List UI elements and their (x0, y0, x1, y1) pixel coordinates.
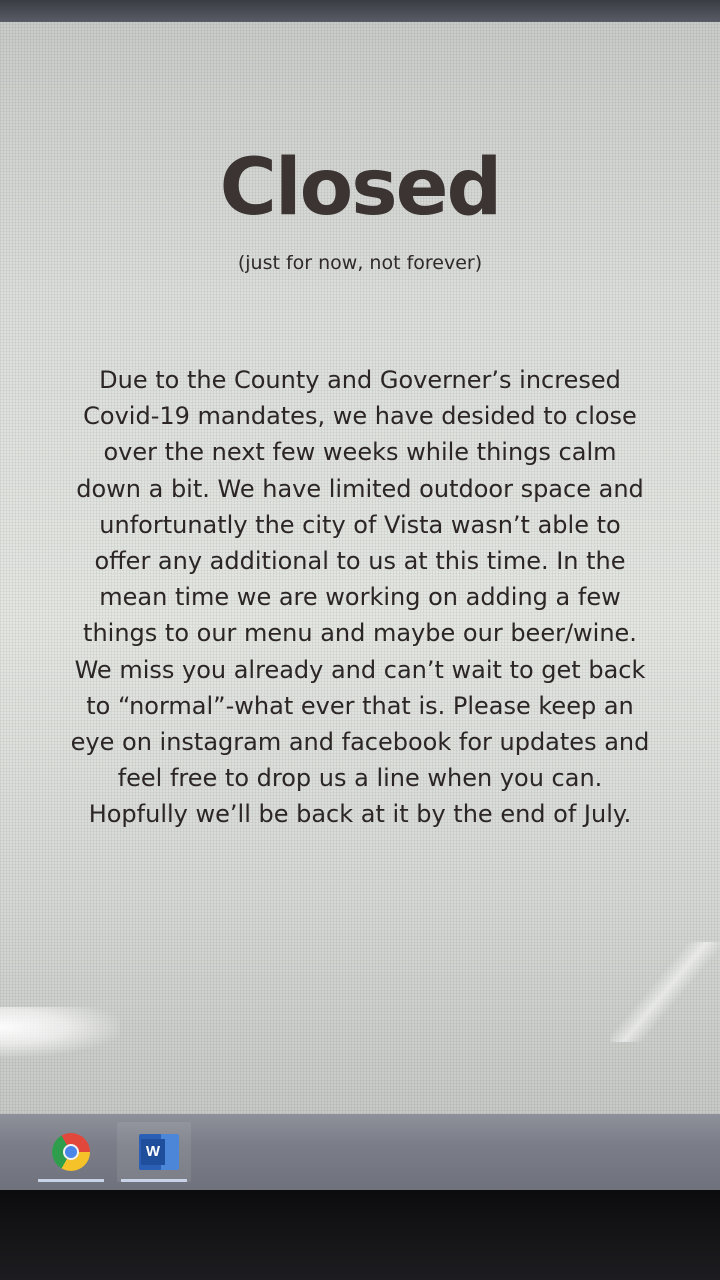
taskbar (0, 1114, 720, 1190)
body-line: Due to the County and Governer’s incresed (99, 366, 621, 394)
screen-glare (0, 1007, 120, 1057)
running-indicator (38, 1179, 104, 1182)
taskbar-chrome-button[interactable] (34, 1122, 108, 1182)
word-icon (139, 1134, 179, 1170)
chrome-icon (52, 1133, 90, 1171)
notice-subtitle: (just for now, not forever) (237, 252, 483, 274)
running-indicator (121, 1179, 187, 1182)
body-line: to “normal”-what ever that is. Please keep an (86, 691, 634, 720)
monitor-top-bezel (0, 0, 720, 24)
taskbar-word-button[interactable] (117, 1122, 191, 1182)
body-line: eye on instagram and facebook for updates and (70, 728, 650, 757)
notice-body (40, 362, 680, 833)
body-line: feel free to drop us a line when you can. (117, 764, 603, 793)
screen-glare (610, 942, 720, 1042)
body-line: Hopfully we’ll be back at it by the end of July. (88, 800, 632, 829)
body-line: mean time we are working on adding a few (99, 583, 621, 612)
body-line: offer any additional to us at this time. In the (94, 547, 626, 576)
body-line: We miss you already and can’t wait to get back (74, 655, 646, 684)
word-icon-letter: W (141, 1139, 165, 1165)
notice-title: Closed (219, 143, 501, 233)
body-line: things to our menu and maybe our beer/wine. (83, 619, 637, 648)
body-line: unfortunatly the city of Vista wasn’t able to (99, 510, 621, 539)
monitor-bottom-bezel (0, 1190, 720, 1280)
body-line: down a bit. We have limited outdoor space and (76, 474, 644, 503)
body-line: over the next few weeks while things calm (103, 438, 617, 467)
body-line: Covid-19 mandates, we have desided to close (83, 402, 637, 431)
word-document-page (0, 22, 720, 1114)
